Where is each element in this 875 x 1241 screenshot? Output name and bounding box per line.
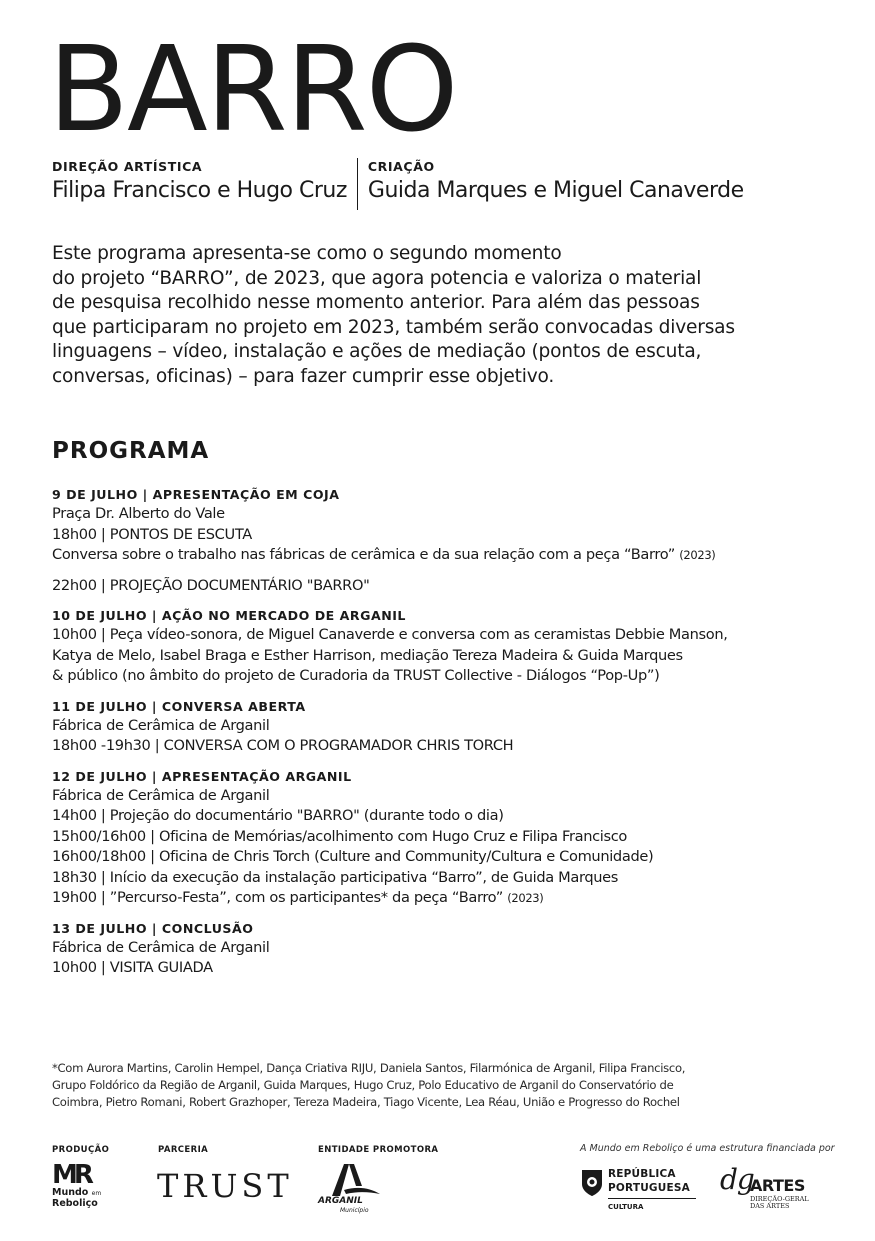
mr-mark: MR bbox=[52, 1160, 90, 1190]
year-note: (2023) bbox=[507, 891, 544, 905]
day-block-10-julho bbox=[52, 606, 842, 687]
day-header: 11 DE JULHO | CONVERSA ABERTA bbox=[52, 698, 306, 714]
dg-sub-1: DIREÇÃO-GERAL bbox=[750, 1195, 809, 1203]
creation bbox=[357, 158, 744, 210]
artistic-direction-names: Filipa Francisco e Hugo Cruz bbox=[52, 178, 347, 203]
intro-line: de pesquisa recolhido nesse momento anterior. Para além das pessoas bbox=[52, 292, 700, 313]
program-list bbox=[52, 485, 842, 989]
arganil-a-icon bbox=[318, 1162, 388, 1198]
arganil-logo bbox=[318, 1162, 388, 1222]
intro-paragraph bbox=[52, 242, 842, 389]
page-title: BARRO bbox=[48, 20, 457, 158]
event-description bbox=[52, 545, 842, 566]
venue: Fábrica de Cerâmica de Arganil bbox=[52, 786, 270, 804]
artistic-direction bbox=[52, 158, 347, 210]
republica-emblem-icon bbox=[580, 1168, 604, 1198]
programa-heading: PROGRAMA bbox=[52, 438, 210, 464]
artistic-direction-label: DIREÇÃO ARTÍSTICA bbox=[52, 159, 203, 174]
event-line: 18h00 -19h30 | CONVERSA COM O PROGRAMADOR CHRIS TORCH bbox=[52, 737, 514, 754]
footnote-line: Coimbra, Pietro Romani, Robert Grazhoper, Tereza Madeira, Tiago Vicente, Lea Réau, União e Progresso do Rochel bbox=[52, 1095, 680, 1109]
intro-line: que participaram no projeto em 2023, também serão convocadas diversas bbox=[52, 316, 735, 338]
year-note: (2023) bbox=[679, 548, 716, 562]
day-block-11-julho bbox=[52, 697, 842, 757]
participants-footnote bbox=[52, 1060, 842, 1111]
day-header: 9 DE JULHO | APRESENTAÇÃO EM COJA bbox=[52, 487, 340, 502]
trust-logo: TRUST bbox=[157, 1167, 293, 1205]
dg-sub-2: DAS ARTES bbox=[750, 1202, 790, 1210]
dg-artes: ARTES bbox=[750, 1176, 805, 1195]
creation-label: CRIAÇÃO bbox=[367, 159, 435, 174]
day-block-12-julho bbox=[52, 767, 842, 909]
mundo-em-rebolico-logo bbox=[52, 1162, 112, 1218]
intro-line: do projeto “BARRO”, de 2023, que agora potencia e valoriza o material bbox=[52, 267, 702, 289]
day-block-9-julho bbox=[52, 485, 842, 596]
day-block-13-julho bbox=[52, 919, 842, 979]
event-line: 14h00 | Projeção do documentário "BARRO" (durante todo o dia) bbox=[52, 807, 504, 824]
event-line: Katya de Melo, Isabel Braga e Esther Harrison, mediação Tereza Madeira & Guida Marques bbox=[52, 646, 683, 664]
event-line: 18h30 | Início da execução da instalação participativa “Barro”, de Guida Marques bbox=[52, 868, 619, 886]
producao-label: PRODUÇÃO bbox=[52, 1145, 110, 1155]
rp-line-3: CULTURA bbox=[608, 1203, 644, 1211]
day-header: 10 DE JULHO | AÇÃO NO MERCADO DE ARGANIL bbox=[52, 608, 406, 623]
event-line: 10h00 | Peça vídeo-sonora, de Miguel Canaverde e conversa com as ceramistas Debbie Manson, bbox=[52, 626, 728, 643]
venue: Fábrica de Cerâmica de Arganil bbox=[52, 716, 270, 734]
venue: Praça Dr. Alberto do Vale bbox=[52, 505, 225, 522]
mr-name: Mundo em bbox=[52, 1187, 102, 1198]
dgartes-logo bbox=[720, 1163, 830, 1216]
footnote-line: Grupo Foldórico da Região de Arganil, Guida Marques, Hugo Cruz, Polo Educativo de Arganil do Conservatório de bbox=[52, 1078, 674, 1092]
financed-by-text: A Mundo em Reboliço é uma estrutura financiada por bbox=[580, 1143, 835, 1154]
rp-line-2: PORTUGUESA bbox=[608, 1182, 690, 1194]
event-line: 10h00 | VISITA GUIADA bbox=[52, 959, 213, 976]
event-line: 22h00 | PROJEÇÃO DOCUMENTÁRIO "BARRO" bbox=[52, 576, 370, 594]
parceria-label: PARCERIA bbox=[158, 1145, 209, 1155]
event-line: 18h00 | PONTOS DE ESCUTA bbox=[52, 525, 252, 543]
event-line: & público (no âmbito do projeto de Curadoria da TRUST Collective - Diálogos “Pop-Up”) bbox=[52, 667, 660, 684]
event-line bbox=[52, 888, 842, 909]
entidade-promotora-label: ENTIDADE PROMOTORA bbox=[318, 1145, 439, 1155]
day-header: 13 DE JULHO | CONCLUSÃO bbox=[52, 920, 254, 936]
intro-line: linguagens – vídeo, instalação e ações de mediação (pontos de escuta, bbox=[52, 341, 702, 362]
intro-line: Este programa apresenta-se como o segundo momento bbox=[52, 243, 562, 264]
mr-name-2: Reboliço bbox=[52, 1198, 98, 1209]
day-header: 12 DE JULHO | APRESENTAÇÃO ARGANIL bbox=[52, 768, 352, 784]
creation-names: Guida Marques e Miguel Canaverde bbox=[367, 178, 744, 203]
republica-portuguesa-logo bbox=[580, 1166, 700, 1214]
venue: Fábrica de Cerâmica de Arganil bbox=[52, 938, 270, 956]
credits bbox=[52, 158, 744, 210]
rp-line-1: REPÚBLICA bbox=[608, 1168, 676, 1180]
event-line-text: 19h00 | ”Percurso-Festa”, com os participantes* da peça “Barro” bbox=[52, 889, 503, 906]
event-line: 15h00/16h00 | Oficina de Memórias/acolhimento com Hugo Cruz e Filipa Francisco bbox=[52, 827, 627, 845]
event-line: 16h00/18h00 | Oficina de Chris Torch (Culture and Community/Cultura e Comunidade) bbox=[52, 848, 654, 865]
arganil-municipio: Município bbox=[340, 1207, 369, 1214]
arganil-wordmark: ARGANIL bbox=[318, 1196, 363, 1206]
event-description-text: Conversa sobre o trabalho nas fábricas de cerâmica e da sua relação com a peça “Barro” bbox=[52, 546, 675, 563]
dg-mark: dg bbox=[720, 1163, 754, 1196]
footnote-line: *Com Aurora Martins, Carolin Hempel, Dança Criativa RIJU, Daniela Santos, Filarmónica de Arganil, Filipa Francisco, bbox=[52, 1061, 686, 1075]
intro-line: conversas, oficinas) – para fazer cumprir esse objetivo. bbox=[52, 365, 555, 387]
